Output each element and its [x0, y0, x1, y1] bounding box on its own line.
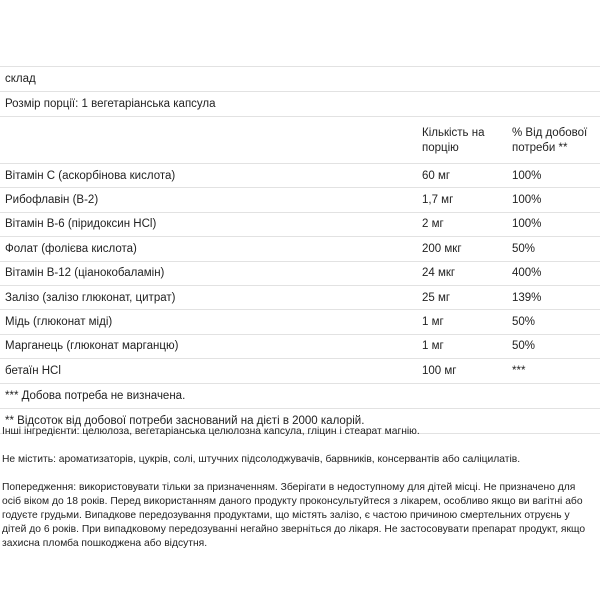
nutrient-amount: 1,7 мг	[420, 188, 510, 212]
nutrient-daily-value: 100%	[510, 188, 600, 212]
table-row	[0, 310, 600, 334]
nutrient-amount: 2 мг	[420, 212, 510, 236]
product-notes	[0, 425, 592, 551]
nutrient-daily-value: 50%	[510, 237, 600, 261]
other-ingredients: Інші інгредієнти: целюлоза, вегетаріанська целюлозна капсула, гліцин і стеарат магнію.	[2, 426, 420, 437]
nutrient-daily-value: 100%	[510, 164, 600, 188]
table-row	[0, 237, 600, 261]
nutrient-name: Вітамін C (аскорбінова кислота)	[0, 164, 420, 188]
nutrient-daily-value: 100%	[510, 212, 600, 236]
nutrient-name: Залізо (залізо глюконат, цитрат)	[0, 285, 420, 309]
table-row	[0, 261, 600, 285]
table-row	[0, 212, 600, 236]
nutrient-daily-value: 400%	[510, 261, 600, 285]
warning-statement: Попередження: використовувати тільки за призначенням. Зберігати в недоступному для дітей місці. Не призначено для осіб віком до 18 років. Перед використанням даного продукту проконсультуйтеся з лікарем, особливо якщо ви вагітні або годуєте грудьми. Випадкове передозування продуктами, що містять залізо, є частою причиною смертельних отруєнь у дітей до 6 років. При випадковому передозуванні негайно зверніться до лікаря. Не застосовувати препарат продукт, якщо захисна пломба пошкоджена або відсутня.	[2, 482, 586, 549]
header-name-cell	[0, 117, 420, 164]
table-header-row	[0, 117, 600, 164]
nutrient-name: Марганець (глюконат марганцю)	[0, 334, 420, 358]
table-row	[0, 285, 600, 309]
nutrient-daily-value: 50%	[510, 310, 600, 334]
free-from-statement: Не містить: ароматизаторів, цукрів, солі, штучних підсолоджувачів, барвників, консервантів або саліцилатів.	[2, 454, 521, 465]
nutrient-amount: 25 мг	[420, 285, 510, 309]
nutrient-name: Вітамін B-6 (піридоксин HCl)	[0, 212, 420, 236]
table-row	[0, 334, 600, 358]
nutrient-name: Рибофлавін (B-2)	[0, 188, 420, 212]
table-row	[0, 359, 600, 383]
nutrient-name: бетаїн HCl	[0, 359, 420, 383]
nutrient-name: Мідь (глюконат міді)	[0, 310, 420, 334]
nutrient-amount: 1 мг	[420, 334, 510, 358]
table-row	[0, 164, 600, 188]
serving-size-row	[0, 92, 600, 117]
serving-size: Розмір порції: 1 вегетаріанська капсула	[0, 92, 600, 117]
nutrient-amount: 24 мкг	[420, 261, 510, 285]
nutrient-daily-value: ***	[510, 359, 600, 383]
nutrient-amount: 100 мг	[420, 359, 510, 383]
nutrient-name: Вітамін B-12 (ціанокобаламін)	[0, 261, 420, 285]
header-amount: Кількість на порцію	[420, 117, 510, 164]
footnote-not-established: *** Добова потреба не визначена.	[0, 383, 600, 408]
table-row	[0, 188, 600, 212]
nutrient-daily-value: 139%	[510, 285, 600, 309]
section-title: склад	[0, 67, 600, 92]
footnote-row	[0, 383, 600, 408]
footnote-daily-value-basis: ** Відсоток від добової потреби заснований на дієті в 2000 калорій.	[0, 408, 600, 433]
nutrient-amount: 60 мг	[420, 164, 510, 188]
nutrient-daily-value: 50%	[510, 334, 600, 358]
title-row	[0, 67, 600, 92]
nutrient-amount: 1 мг	[420, 310, 510, 334]
nutrient-name: Фолат (фолієва кислота)	[0, 237, 420, 261]
nutrient-amount: 200 мкг	[420, 237, 510, 261]
header-daily-value: % Від добової потреби **	[510, 117, 600, 164]
supplement-facts-table	[0, 67, 600, 434]
